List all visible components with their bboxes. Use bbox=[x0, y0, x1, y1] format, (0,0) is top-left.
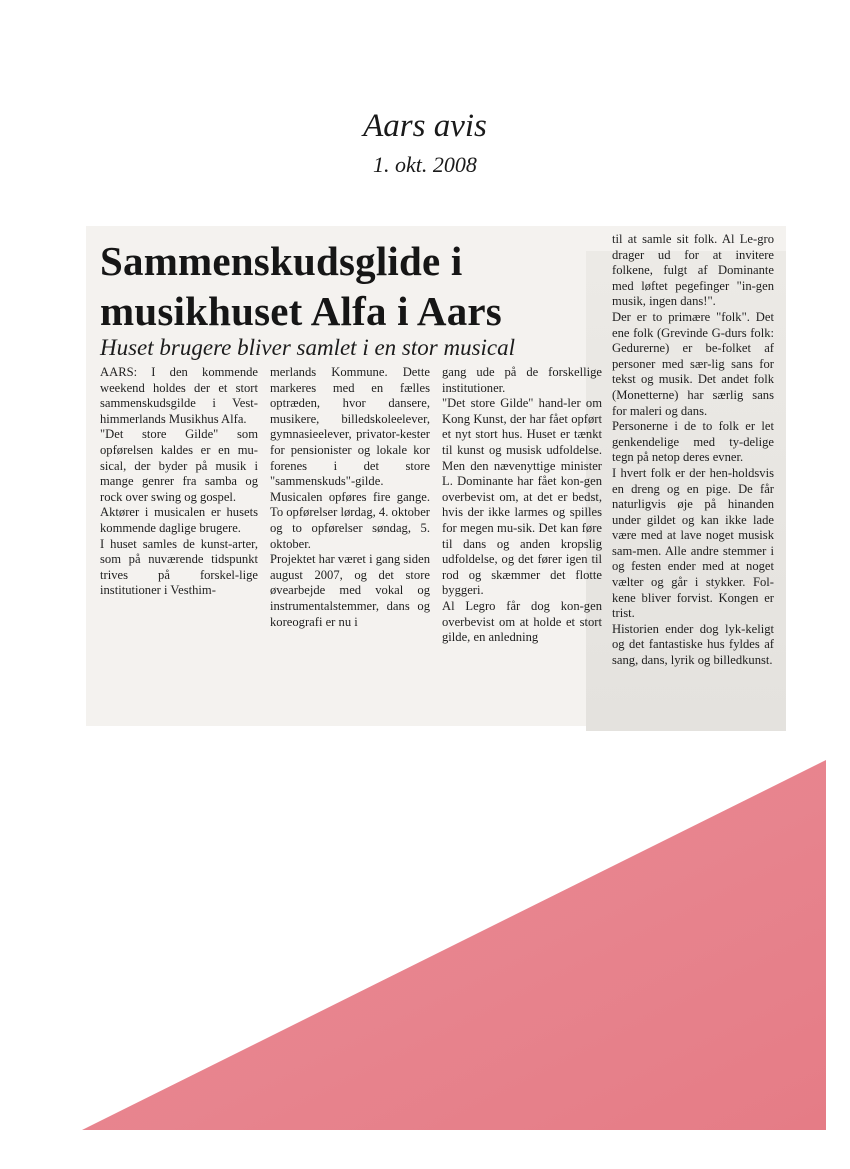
article-subheadline: Huset brugere bliver samlet i en stor musical bbox=[100, 335, 516, 360]
article-column-3: gang ude på de forskellige institutioner. "Det store Gilde" hand-ler om Kong Kunst, der har fået opført et nyt stort hus. Huset er tænkt til kunst og musisk udfoldelse. Men den nævenyttige minister L. Dominante har fået kon-gen overbevist om, at det er bedst, hvis der ikke larmes og spilles for megen mu-sik. Det kan føre til dans og anden kropslig udfoldelse, og det fører igen til rod og skæmmer det flotte byggeri. Al Legro får dog kon-gen overbevist om at holde et stort gilde, en anledning bbox=[442, 365, 602, 645]
article-column-2: merlands Kommune. Dette markeres med en fælles optræden, hvor dansere, musikere, billedskoleelever, gymnasieelever, privator-kester for pensionister og lokale kor forenes i det store "sammenskuds"-gilde. Musicalen opføres fire gange. To opførelser lørdag, 4. oktober og to opførelser søndag, 5. oktober. Projektet har været i gang siden august 2007, og det store øvearbejde med vokal og instrumentalstemmer, dans og koreografi er nu i bbox=[270, 365, 430, 629]
article-headline bbox=[100, 236, 620, 336]
article-column-4: til at samle sit folk. Al Le-gro drager ud for at invitere folkene, fulgt af Dominante med løftet pegefinger "in-gen musik, ingen dans!". Der er to primære "folk". Det ene folk (Grevinde G-durs folk: Gedurerne) er be-folket af personer med sær-lig sans for tekst og musik. Det andet folk (Monetterne) har særlig sans for maleri og dans. Personerne i de to folk er let genkendelige med ty-delige tegn på netop deres evner. I hvert folk er der hen-holdsvis en dreng og en pige. De får naturligvis øje på hinanden under gildet og kan ikke lade være med at lave noget musisk sam-men. Alle andre stemmer i og festen ender med at noget vælter og går i stykker. Fol-kene bliver forvist. Kongen er trist. Historien ender dog lyk-keligt og det fantastiske hus fyldes af sang, dans, lyrik og billedkunst. bbox=[612, 232, 774, 668]
publication-name: Aars avis bbox=[363, 108, 487, 144]
article-column-1: AARS: I den kommende weekend holdes der et stort sammenskudsgilde i Vest-himmerlands Musikhus Alfa. "Det store Gilde" som opførelsen kaldes er en mu-sical, der byder på musik i mange genrer fra samba og rock over swing og gospel. Aktører i musicalen er husets kommende daglige brugere. I huset samles de kunst-arter, som på nuværende tidspunkt trives på forskel-lige institutioner i Vesthim- bbox=[100, 365, 258, 598]
publication-date: 1. okt. 2008 bbox=[373, 152, 477, 177]
headline-line-1: Sammenskudsglide i bbox=[100, 238, 463, 284]
headline-line-2: musikhuset Alfa i Aars bbox=[100, 288, 502, 334]
